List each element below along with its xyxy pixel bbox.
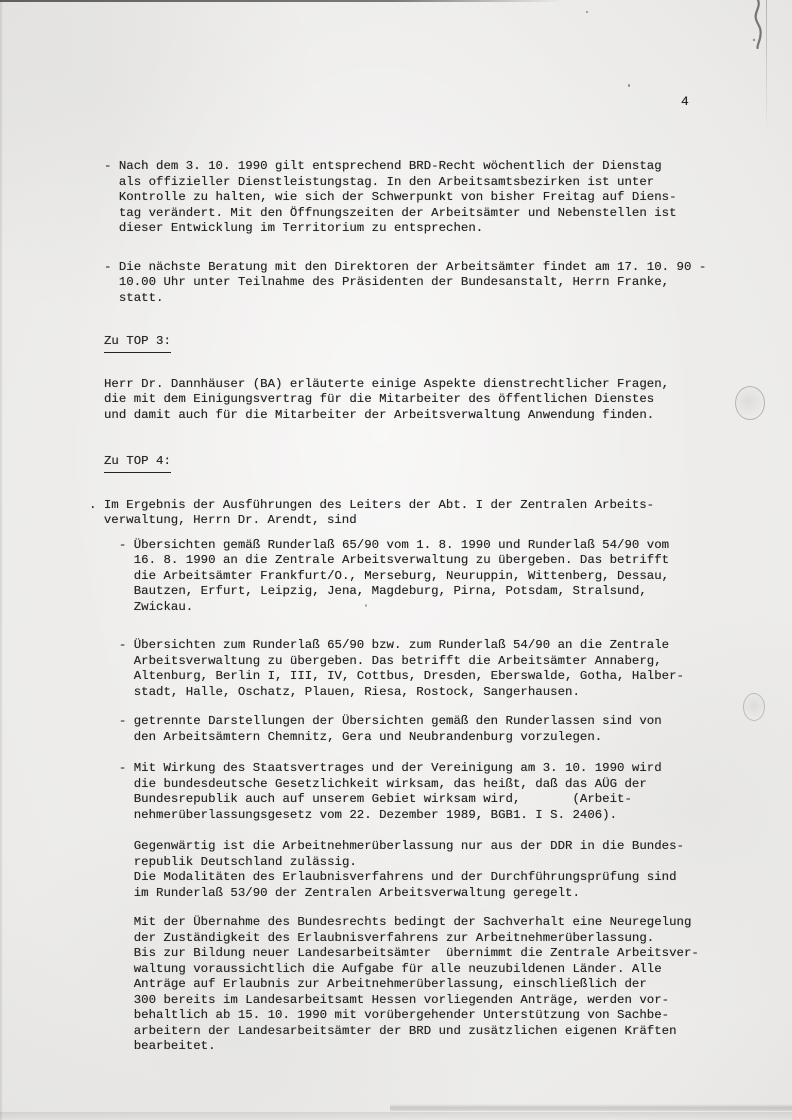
text-line: im Runderlaß 53/90 der Zentralen Arbeitsverwaltung geregelt.	[104, 885, 580, 900]
text-line: Zwickau.	[104, 599, 194, 614]
text-line: Anträge auf Erlaubnis zur Arbeitnehmerüberlassung, einschließlich der	[104, 977, 647, 991]
text-line: dieser Entwicklung im Territorium zu entsprechen.	[104, 221, 484, 235]
page-number: 4	[681, 94, 689, 109]
para-uebersichten-zentrale	[104, 638, 744, 700]
heading-line: Zu TOP 4:	[104, 454, 744, 473]
text-line: bearbeitet.	[104, 1039, 216, 1053]
text-line: Bis zur Bildung neuer Landesarbeitsämter übernimmt die Zentrale Arbeitsver-	[104, 946, 699, 960]
text-line: der Zuständigkeit des Erlaubnisverfahrens zur Arbeitnehmerüberlassung.	[104, 930, 655, 945]
text-line: - Die nächste Beratung mit den Direktoren der Arbeitsämter findet am 17. 10. 90 -	[104, 259, 707, 274]
text-line: Herr Dr. Dannhäuser (BA) erläuterte einige Aspekte dienstrechtlicher Fragen,	[104, 376, 670, 391]
text-line: statt.	[104, 290, 164, 305]
pen-stroke-mark	[744, 0, 770, 50]
punch-ghost-mark-lower	[743, 693, 765, 721]
text-line: tag verändert. Mit den Öffnungszeiten der Arbeitsämter und Nebenstellen ist	[104, 205, 677, 220]
text-line: Kontrolle zu halten, wie sich der Schwerpunkt von bisher Freitag auf Diens-	[104, 190, 677, 204]
text-line: - getrennte Darstellungen der Übersichten gemäß den Runderlassen sind von	[104, 714, 662, 728]
heading-line: Zu TOP 3:	[104, 334, 744, 353]
para-gegenwaertig	[104, 839, 744, 901]
para-ergebnis	[89, 498, 744, 529]
text-line: als offizieller Dienstleistungstag. In den Arbeitsamtsbezirken ist unter	[104, 174, 655, 189]
text-line: die bundesdeutsche Gesetzlichkeit wirksam, das heißt, daß das AÜG der	[104, 776, 647, 791]
document-body	[89, 159, 744, 1055]
text-line: den Arbeitsämtern Chemnitz, Gera und Neubrandenburg vorzulegen.	[104, 729, 603, 744]
para-dienstag	[104, 159, 744, 237]
scan-edge-bottom	[0, 1112, 792, 1120]
text-line: - Übersichten gemäß Runderlaß 65/90 vom 1. 8. 1990 und Runderlaß 54/90 vom	[104, 537, 670, 552]
text-line: arbeitern der Landesarbeitsämter der BRD und zusätzlichen eigenen Kräften	[104, 1023, 677, 1038]
text-line: Bautzen, Erfurt, Leipzig, Jena, Magdeburg, Pirna, Potsdam, Stralsund,	[104, 584, 647, 598]
scan-edge-left	[0, 0, 3, 1120]
heading-top3	[104, 334, 744, 353]
text-line: Mit der Übernahme des Bundesrechts bedingt der Sachverhalt eine Neuregelung	[104, 915, 692, 929]
scan-speck	[628, 84, 630, 87]
text-line: Die Modalitäten des Erlaubnisverfahrens und der Durchführungsprüfung sind	[104, 870, 677, 884]
para-uebersichten-uebergabe	[104, 538, 744, 616]
para-getrennte-darstellungen	[104, 714, 744, 745]
text-line: verwaltung, Herrn Dr. Arendt, sind	[89, 513, 357, 527]
text-line: Arbeitsverwaltung zu übergeben. Das betrifft die Arbeitsämter Annaberg,	[104, 653, 662, 668]
text-line: waltung voraussichtlich die Aufgabe für alle neuzubildenen Länder. Alle	[104, 961, 662, 976]
text-line: - Nach dem 3. 10. 1990 gilt entsprechend BRD-Recht wöchentlich der Dienstag	[104, 159, 662, 173]
text-line: Gegenwärtig ist die Arbeitnehmerüberlassung nur aus der DDR in die Bundes-	[104, 839, 684, 853]
text-line: 300 bereits im Landesarbeitsamt Hessen vorliegenden Anträge, werden vor-	[104, 992, 670, 1007]
para-uebernahme-bundesrecht	[104, 915, 744, 1055]
para-beratung	[104, 260, 744, 307]
heading-top4	[104, 454, 744, 473]
text-line: Bundesrepublik auch auf unserem Gebiet wirksam wird, (Arbeit-	[104, 792, 632, 806]
text-line: - Mit Wirkung des Staatsvertrages und der Vereinigung am 3. 10. 1990 wird	[104, 761, 662, 775]
text-line: nehmerüberlassungsgesetz vom 22. Dezember 1989, BGB1. I S. 2406).	[104, 807, 618, 822]
text-line: die Arbeitsämter Frankfurt/O., Merseburg, Neuruppin, Wittenberg, Dessau,	[104, 568, 670, 583]
text-line: 10.00 Uhr unter Teilnahme des Präsidenten der Bundesanstalt, Herrn Franke,	[104, 275, 670, 289]
text-line: stadt, Halle, Oschatz, Plauen, Riesa, Rostock, Sangerhausen.	[104, 684, 580, 699]
para-staatsvertrag	[104, 761, 744, 823]
text-line: 16. 8. 1990 an die Zentrale Arbeitsverwaltung zu übergeben. Das betrifft	[104, 553, 670, 567]
scan-edge-top	[0, 0, 562, 2]
text-line: behaltlich ab 15. 10. 1990 mit vorübergehender Unterstützung von Sachbe-	[104, 1008, 670, 1022]
text-line: die mit dem Einigungsvertrag für die Mitarbeiter des öffentlichen Dienstes	[104, 392, 655, 406]
text-line: . Im Ergebnis der Ausführungen des Leiters der Abt. I der Zentralen Arbeits-	[89, 497, 655, 512]
scan-speck	[586, 11, 588, 13]
para-dannhaeuser	[104, 377, 744, 424]
text-line: - Übersichten zum Runderlaß 65/90 bzw. zum Runderlaß 54/90 an die Zentrale	[104, 638, 670, 652]
text-line: Altenburg, Berlin I, III, IV, Cottbus, Dresden, Eberswalde, Gotha, Halber-	[104, 669, 684, 683]
text-line: republik Deutschland zulässig.	[104, 854, 357, 869]
scan-edge-bottom-shadow	[390, 1104, 792, 1111]
text-line: und damit auch für die Mitarbeiter der Arbeitsverwaltung Anwendung finden.	[104, 407, 655, 422]
